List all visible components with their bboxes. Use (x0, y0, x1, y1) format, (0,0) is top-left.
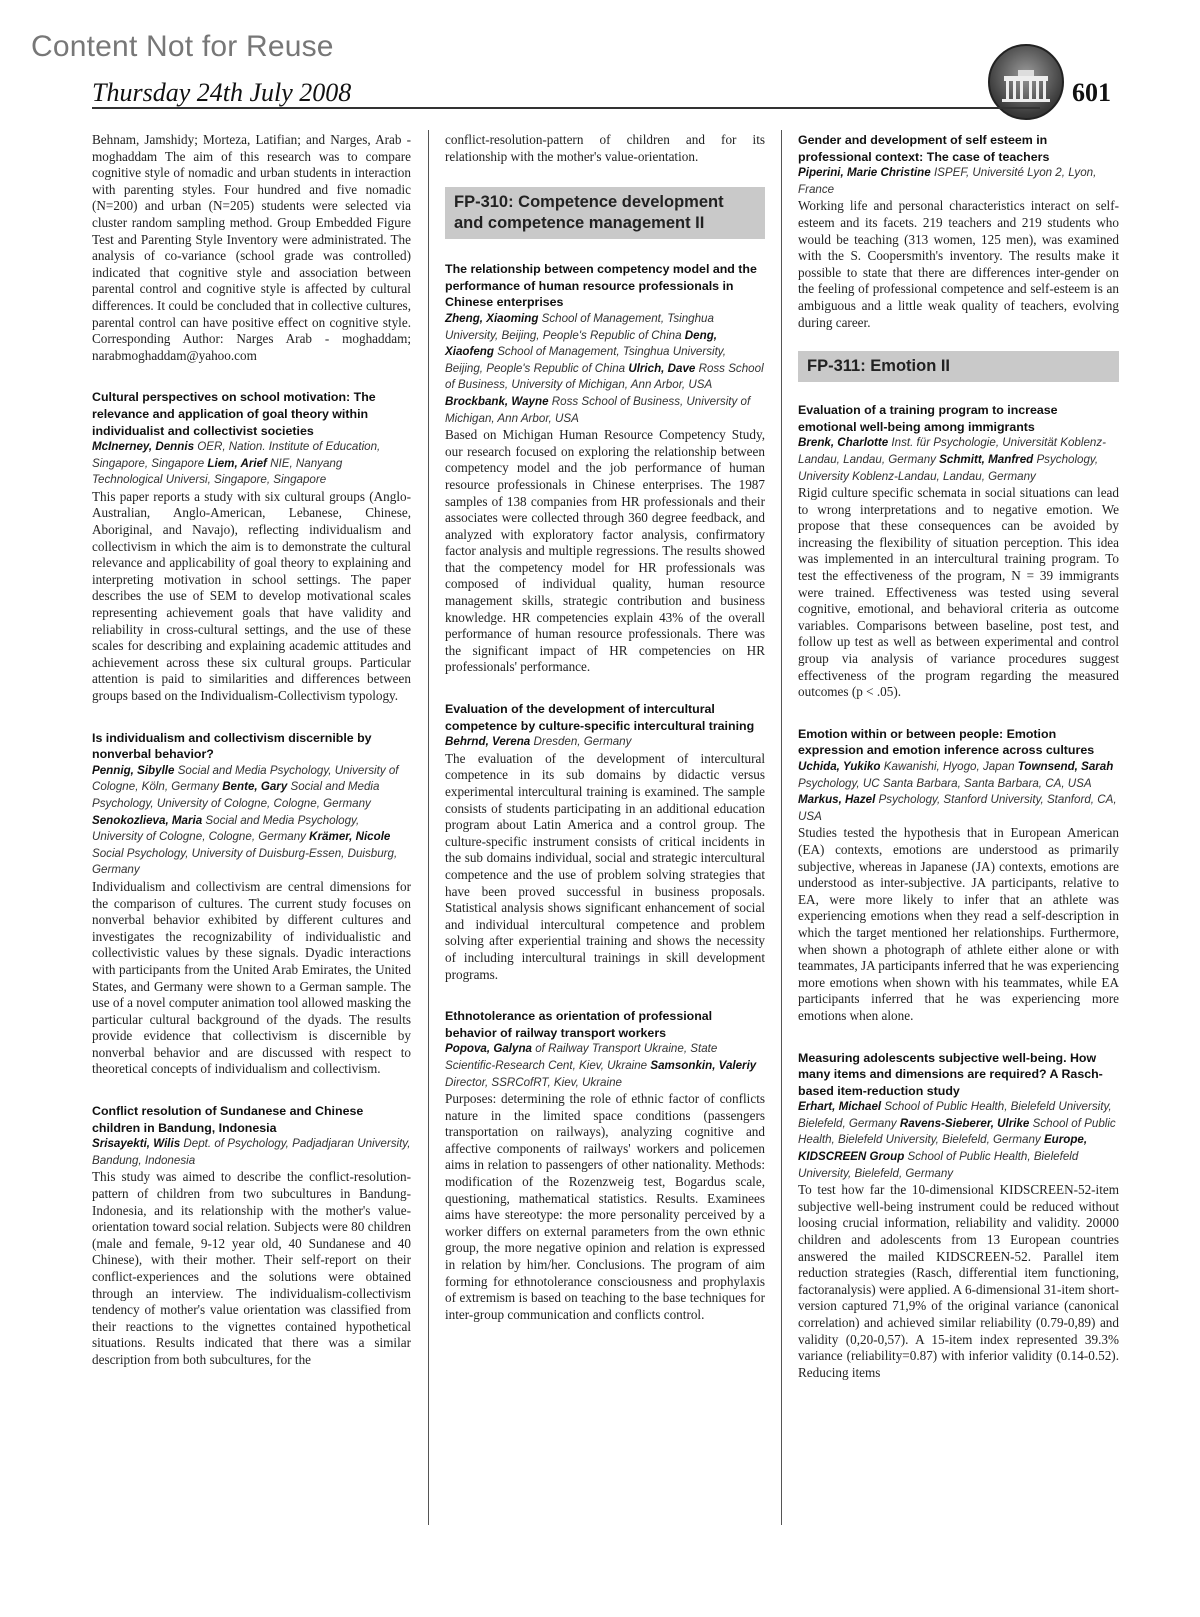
abstract (798, 402, 1119, 701)
abstract (92, 389, 411, 704)
abstract-authors: Uchida, Yukiko Kawanishi, Hyogo, Japan Townsend, Sarah Psychology, UC Santa Barbara, Santa Barbara, CA, USA Markus, Hazel Psychology, Stanford University, Stanford, CA, USA (798, 760, 1117, 823)
abstract-body: This study was aimed to describe the conflict-resolution-pattern of children from two subcultures in Bandung-Indonesia, and its relationship with the mother's value-orientation toward social relation. Subjects were 80 children (male and female, 9-12 year old, 40 Sundanese and 40 Chinese), with their mother. Their self-report on their conflict-experiences and the solutions were obtained through an interview. The individualism-collectivism tendency of mother's value orientation was classified from their reactions to the vignettes contained hypothetical situations. Results indicated that there was a similar description from both subcultures, for the (92, 1169, 411, 1367)
abstract-continuation: conflict-resolution-pattern of children and for its relationship with the mother's value-orientation. (445, 132, 765, 164)
abstract-title: Ethnotolerance as orientation of professional behavior of railway transport workers (445, 1009, 713, 1040)
abstract (798, 132, 1119, 331)
abstract (92, 730, 411, 1078)
abstract-continuation: Behnam, Jamshidy; Morteza, Latifian; and Narges, Arab - moghaddam The aim of this research was to compare cognitive style of nomadic and urban students in interaction with parenting styles. Four hundred and five nomadic (N=200) and urban (N=205) students were selected via cluster random sampling method. Group Embedded Figure Test and Parenting Style Inventory were administrated. The analysis of co-variance (school grade was controlled) indicated that cognitive style and association between parental control and cognitive style is affected by cultural differences. It could be concluded that in collective cultures, parental control can have positive effect on cognitive style. Corresponding Author: Narges Arab - moghaddam; narabmoghaddam@yahoo.com (92, 132, 411, 363)
header-rule (92, 107, 1040, 109)
abstract-title: Evaluation of a training program to increase emotional well-being among immigrants (798, 403, 1058, 434)
watermark: Content Not for Reuse (31, 30, 334, 63)
abstract-body: The evaluation of the development of intercultural competence in its sub domains by didactic versus experimental intercultural training is examined. The sample consists of students participating in an additional education program about Latin America and a control group. The culture-specific instrument consists of critical incidents in the sub domains individual, social and strategic intercultural competence and the use of problem solving strategies that have been proved successful in business proposals. Statistical analysis shows significant enhancement of social and individual intercultural competence and problem solving after experiential training and shows the necessity of including intercultural trainings in skill development programs. (445, 750, 765, 982)
abstract-body: This paper reports a study with six cultural groups (Anglo-Australian, Anglo-American, Lebanese, Chinese, Aboriginal, and Navajo), reflecting individualism and collectivism in which the aim is to demonstrate the cultural relevance and applicability of goal theory to explaining and interpreting motivation in school settings. The paper describes the use of SEM to develop motivational scales representing achievement goals that have validity and reliability in cross-cultural settings, and the use of these scales for describing and explaining academic attitudes and achievement across these six cultural groups. Particular attention is paid to similarities and differences between groups based on the Individualism-Collectivism typology. (92, 488, 411, 703)
abstract-authors: Zheng, Xiaoming School of Management, Tsinghua University, Beijing, People's Republic of China Deng, Xiaofeng School of Management, Tsinghua University, Beijing, People's Republic of China Ulrich, Dave Ross School of Business, University of Michigan, Ann Arbor, USA Brockbank, Wayne Ross School of Business, University of Michigan, Ann Arbor, USA (445, 311, 764, 425)
column-1 (92, 132, 411, 1369)
abstract (445, 701, 765, 983)
abstract-authors: Brenk, Charlotte Inst. für Psychologie, Universität Koblenz-Landau, Landau, Germany Schmitt, Manfred Psychology, University Koblenz-Landau, Landau, Germany (798, 436, 1107, 483)
session-heading: FP-311: Emotion II (798, 351, 1119, 382)
column-3 (798, 132, 1119, 1381)
abstract-authors: Pennig, Sibylle Social and Media Psychology, University of Cologne, Köln, Germany Bente, Gary Social and Media Psychology, University of Cologne, Cologne, Germany Senokozlieva, Maria Social and Media Psychology, University of Cologne, Cologne, Germany Krämer, Nicole Social Psychology, University of Duisburg-Essen, Duisburg, Germany (92, 763, 399, 877)
abstract-body: Studies tested the hypothesis that in European American (EA) contexts, emotions are understood as primarily subjective, whereas in Japanese (JA) contexts, emotions are understood as inter-subjective. JA participants, relative to EA, were more likely to infer that an athlete was experiencing emotions when they read a self-description in which the target mentioned her relationships. Furthermore, when shown a photograph of athlete either alone or with teammates, JA participants inferred that he was experiencing more emotions when shown with his teammates, while EA participants inferred that he was experiencing more emotions when alone. (798, 825, 1119, 1023)
page-date: Thursday 24th July 2008 (92, 78, 352, 107)
abstract-title: Is individualism and collectivism discernible by nonverbal behavior? (92, 730, 372, 762)
abstract-authors: McInerney, Dennis OER, Nation. Institute of Education, Singapore, Singapore Liem, Arief NIE, Nanyang Technological Universi, Singapore, Singapore (92, 440, 381, 487)
abstract-body: Based on Michigan Human Resource Competency Study, our research focused on exploring the relationship between competency model and the job performance of human resource professionals in Chinese enterprises. The 1987 samples of 138 companies from HR professionals and their associates were collected through 360 degree feedback, and analyzed with exploratory factor analysis, confirmatory factor analysis and multiple regressions. The results showed that the competency model for HR professionals was composed of individual quality, human resource management skills, strategic contribution and business knowledge. HR competencies explain 43% of the overall performance of human resource professionals. There was the significant impact of HR competencies on HR professionals' performance. (445, 427, 765, 675)
column-2 (445, 132, 765, 1323)
abstract-title: Evaluation of the development of intercultural competence by culture-specific intercultural training (445, 702, 755, 733)
abstract-body: Purposes: determining the role of ethnic factor of conflicts nature in the limited space conditions (passengers transportation on railways), analyzing cognitive and affective components of railways' workers and policemen aims in relation to passengers of other nationality. Methods: modification of the Rozenzweig test, Bogardus scale, questioning, mathematical statistics. Results. Examinees aims have stereotype: the more personality perceived by a worker differs on external parameters from the own ethnic group, the more negative opinion and relation is expressed in relation by him/her. Conclusions. The program of aim forming for ethnotolerance consciousness and prophylaxis of extremism is based on teaching to the base techniques for inter-group communication and conflicts control. (445, 1091, 765, 1322)
abstract-authors: Erhart, Michael School of Public Health, Bielefeld University, Bielefeld, Germany Ravens-Sieberer, Ulrike School of Public Health, Bielefeld University, Bielefeld, Germany Europe, KIDSCREEN Group School of Public Health, Bielefeld University, Bielefeld, Germany (798, 1100, 1116, 1180)
abstract-title: The relationship between competency model and the performance of human resource professionals in Chinese enterprises (445, 262, 757, 310)
abstract-title: Cultural perspectives on school motivation: The relevance and application of goal theory within individualist and collectivist societies (92, 390, 376, 438)
abstract-title: Gender and development of self esteem in professional context: The case of teachers (798, 133, 1050, 164)
session-heading: FP-310: Competence development and competence management II (445, 187, 765, 239)
abstract-title: Emotion within or between people: Emotion expression and emotion inference across cultures (798, 726, 1095, 758)
abstract-body: Rigid culture specific schemata in social situations can lead to wrong interpretations and to negative emotion. We propose that these consequences can be avoided by increasing the flexibility of situation perception. This idea was implemented in an intercultural training program. To test the effectiveness of the program, N = 39 immigrants were trained. Effectiveness was tested using several cognitive, emotional, and behavioral criteria as outcome variables. Comparisons between baseline, post test, and follow up test as well as between experimental and control group via analysis of variance procedures suggest effectiveness of the program regarding the measured outcomes (p < .05). (798, 485, 1119, 700)
abstract-authors: Piperini, Marie Christine ISPEF, Université Lyon 2, Lyon, France (798, 166, 1097, 196)
abstract-body: Individualism and collectivism are central dimensions for the comparison of cultures. The current study focuses on nonverbal behavior exhibited by different cultures and investigates the recognizability of individualistic and collectivistic values by these signals. Dyadic interactions with participants from the United Arab Emirates, the United States, and Germany were shown to a German sample. The use of a novel computer animation tool allowed masking the particular cultural background of the dyads. The results provide evidence that collectivism is discernible by nonverbal behavior and are discussed with respect to theoretical concepts of individualism and collectivism. (92, 878, 411, 1077)
column-divider (781, 130, 782, 1525)
abstract (92, 1103, 411, 1369)
page-number: 601 (1072, 78, 1111, 107)
abstract (798, 1050, 1119, 1382)
abstract-authors: Behrnd, Verena Dresden, Germany (445, 735, 632, 749)
abstract (798, 726, 1119, 1025)
abstract (445, 1008, 765, 1323)
abstract-authors: Popova, Galyna of Railway Transport Ukraine, State Scientific-Research Cent, Kiev, Ukraine Samsonkin, Valeriy Director, SSRCofRT, Kiev, Ukraine (445, 1042, 757, 1089)
column-divider (428, 130, 429, 1525)
abstract-title: Conflict resolution of Sundanese and Chinese children in Bandung, Indonesia (92, 1104, 364, 1135)
abstract-body: To test how far the 10-dimensional KIDSCREEN-52-item subjective well-being instrument could be reduced without loosing crucial information, reliability and validity. 20000 children and adolescents from 13 European countries answered the mailed KIDSCREEN-52. Parallel item reduction strategies (Rasch, differential item functioning, factoranalysis) were applied. A 6-dimensional 31-item short-version captured 71,9% of the original variance (canonical correlation) and achieved similar reliability (0.79-0,89) and validity (0,20-0,57). A 15-item index represented 39.3% variance (reliability=0.87) with inferior validity (0.14-0.52). Reducing items (798, 1182, 1119, 1380)
abstract-authors: Srisayekti, Wilis Dept. of Psychology, Padjadjaran University, Bandung, Indonesia (92, 1137, 411, 1167)
abstract-title: Measuring adolescents subjective well-being. How many items and dimensions are required? A Rasch-based item-reduction study (798, 1050, 1103, 1098)
abstract (445, 261, 765, 676)
abstract-body: Working life and personal characteristics interact on self-esteem and its facets. 219 teachers and 219 students who would be teaching (313 women, 125 men), was examined with the S. Coopersmith's inventory. The results make it possible to state that there are differences inter-gender on the feeling of professional competence and self-esteem is an ambiguous and a little weak quality of teachers, evolving during career. (798, 198, 1119, 330)
